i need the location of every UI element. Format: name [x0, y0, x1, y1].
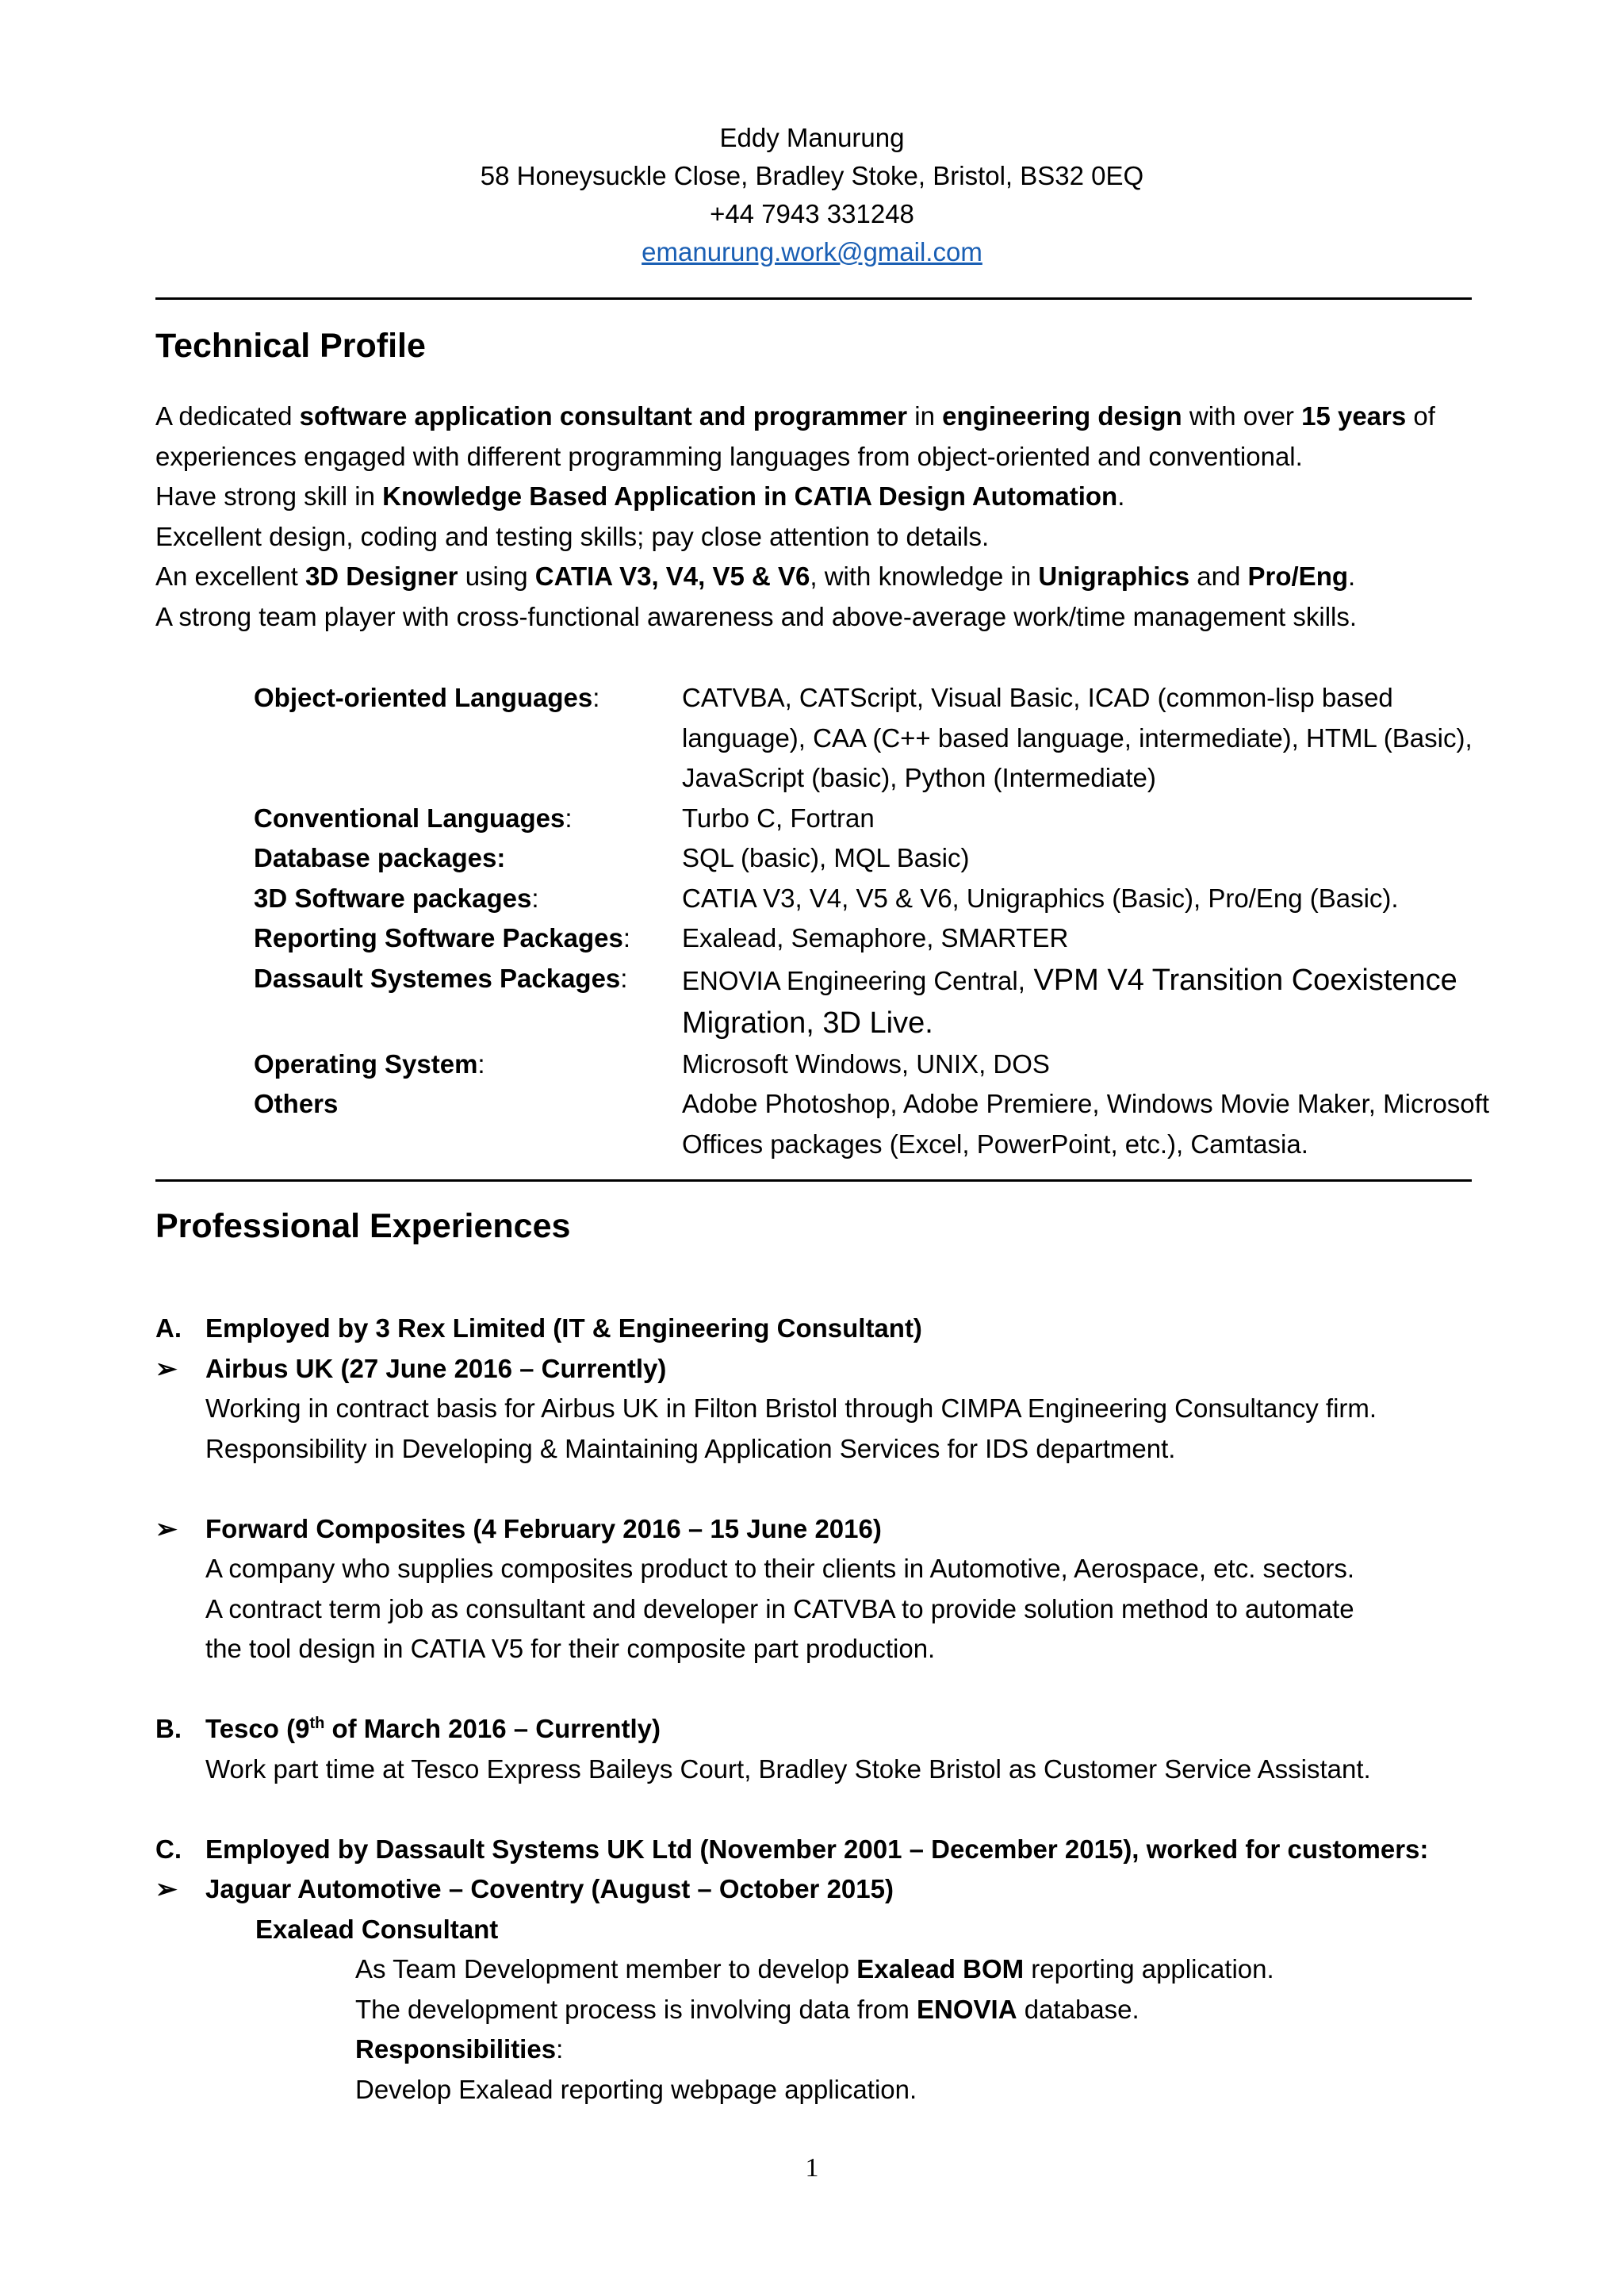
employer-b: B. Tesco (9th of March 2016 – Currently) — [155, 1714, 661, 1743]
summary-para-2: Have strong skill in Knowledge Based Application in CATIA Design Automation. — [155, 481, 1125, 511]
job-description-line: Work part time at Tesco Express Baileys Court, Bradley Stoke Bristol as Customer Service Assistant. — [205, 1754, 1371, 1784]
email-link[interactable]: emanurung.work@gmail.com — [642, 237, 982, 266]
skill-value: Exalead, Semaphore, SMARTER — [682, 923, 1069, 953]
skill-label: Database packages: — [254, 843, 506, 872]
skill-value: Adobe Photoshop, Adobe Premiere, Windows Movie Maker, Microsoft Offices packages (Excel, PowerPoint, etc.), Camtasia. — [682, 1089, 1489, 1159]
arrow-bullet-icon: ➢ — [155, 1353, 178, 1383]
job-airbus-title: ➢ Airbus UK (27 June 2016 – Currently) — [155, 1349, 1503, 1389]
technical-profile-summary — [155, 397, 1488, 637]
job-description-line: A contract term job as consultant and developer in CATVBA to provide solution method to automate — [205, 1593, 1354, 1623]
job-description-line: A company who supplies composites product to their clients in Automotive, Aerospace, etc. sectors. — [205, 1554, 1355, 1583]
summary-para-3: Excellent design, coding and testing skills; pay close attention to details. — [155, 521, 990, 551]
skill-label: Operating System — [254, 1048, 478, 1079]
responsibilities-label: Responsibilities: — [355, 2034, 564, 2064]
skill-value: ENOVIA Engineering Central, VPM V4 Transition Coexistence Migration, 3D Live. — [682, 963, 1457, 1040]
summary-para-1: A dedicated software application consultant and programmer in engineering design with over 15 years of experiences engaged with different programming languages from object-oriented and conventional. — [155, 401, 1435, 471]
employer-c: C. Employed by Dassault Systems UK Ltd (November 2001 – December 2015), worked for customers: — [155, 1834, 1429, 1864]
skills-table — [254, 678, 1491, 1164]
skill-row: Conventional Languages: Turbo C, Fortran — [254, 799, 1491, 839]
address: 58 Honeysuckle Close, Bradley Stoke, Bristol, BS32 0EQ — [480, 161, 1144, 190]
skill-row: 3D Software packages: CATIA V3, V4, V5 & V6, Unigraphics (Basic), Pro/Eng (Basic). — [254, 879, 1491, 919]
skill-label: Reporting Software Packages — [254, 923, 623, 953]
job-jaguar-title: ➢ Jaguar Automotive – Coventry (August – October 2015) — [155, 1869, 1503, 1910]
arrow-bullet-icon: ➢ — [155, 1513, 178, 1543]
experience-list — [155, 1309, 1503, 2110]
summary-para-5: A strong team player with cross-functional awareness and above-average work/time management skills. — [155, 601, 1358, 631]
technical-profile-heading: Technical Profile — [155, 327, 426, 365]
skill-value: Turbo C, Fortran — [682, 803, 875, 833]
skill-row — [254, 838, 1491, 879]
arrow-bullet-icon: ➢ — [155, 1874, 178, 1903]
skill-row: Object-oriented Languages: CATVBA, CATScript, Visual Basic, ICAD (common-lisp based language), CAA (C++ based language, intermediate), HTML (Basic), JavaScript (basic), Python (Intermediate) — [254, 678, 1491, 799]
skill-label: 3D Software packages — [254, 883, 532, 913]
skill-label: Object-oriented Languages — [254, 683, 593, 712]
job-forward-title: ➢ Forward Composites (4 February 2016 – 15 June 2016) — [155, 1509, 1503, 1550]
skill-value: CATIA V3, V4, V5 & V6, Unigraphics (Basic), Pro/Eng (Basic). — [682, 883, 1399, 913]
skill-label: Dassault Systemes Packages — [254, 963, 621, 993]
professional-experiences-heading: Professional Experiences — [155, 1207, 571, 1245]
contact-header — [0, 119, 1624, 271]
job-description-line: the tool design in CATIA V5 for their composite part production. — [205, 1634, 936, 1663]
job-description-line: Responsibility in Developing & Maintaining Application Services for IDS department. — [205, 1433, 1176, 1463]
skill-row: Operating System: Microsoft Windows, UNIX, DOS — [254, 1045, 1491, 1085]
skill-label: Others — [254, 1089, 339, 1118]
divider-top — [155, 297, 1472, 300]
skill-value: Microsoft Windows, UNIX, DOS — [682, 1048, 1050, 1079]
job-role: Exalead Consultant — [255, 1914, 499, 1944]
job-description-line: Working in contract basis for Airbus UK in Filton Bristol through CIMPA Engineering Consultancy firm. — [205, 1393, 1377, 1423]
divider-middle — [155, 1179, 1472, 1182]
candidate-name: Eddy Manurung — [719, 123, 905, 152]
skill-row: Reporting Software Packages: Exalead, Semaphore, SMARTER — [254, 918, 1491, 959]
job-description-line: The development process is involving data from ENOVIA database. — [355, 1994, 1139, 2024]
job-description-line: As Team Development member to develop Exalead BOM reporting application. — [355, 1954, 1274, 1984]
employer-a: A. Employed by 3 Rex Limited (IT & Engineering Consultant) — [155, 1313, 922, 1343]
summary-para-4: An excellent 3D Designer using CATIA V3, V4, V5 & V6, with knowledge in Unigraphics and Pro/Eng. — [155, 562, 1356, 591]
skill-label: Conventional Languages — [254, 803, 565, 833]
skill-value: CATVBA, CATScript, Visual Basic, ICAD (common-lisp based language), CAA (C++ based language, intermediate), HTML (Basic), JavaScript (basic), Python (Intermediate) — [682, 683, 1473, 792]
phone: +44 7943 331248 — [710, 199, 914, 228]
job-description-line: Develop Exalead reporting webpage application. — [355, 2074, 917, 2104]
page-number: 1 — [805, 2153, 819, 2183]
skill-row: Dassault Systemes Packages: ENOVIA Engineering Central, VPM V4 Transition Coexistence Migration, 3D Live. — [254, 959, 1491, 1045]
skill-value: SQL (basic), MQL Basic) — [682, 843, 970, 872]
skill-row — [254, 1084, 1491, 1164]
